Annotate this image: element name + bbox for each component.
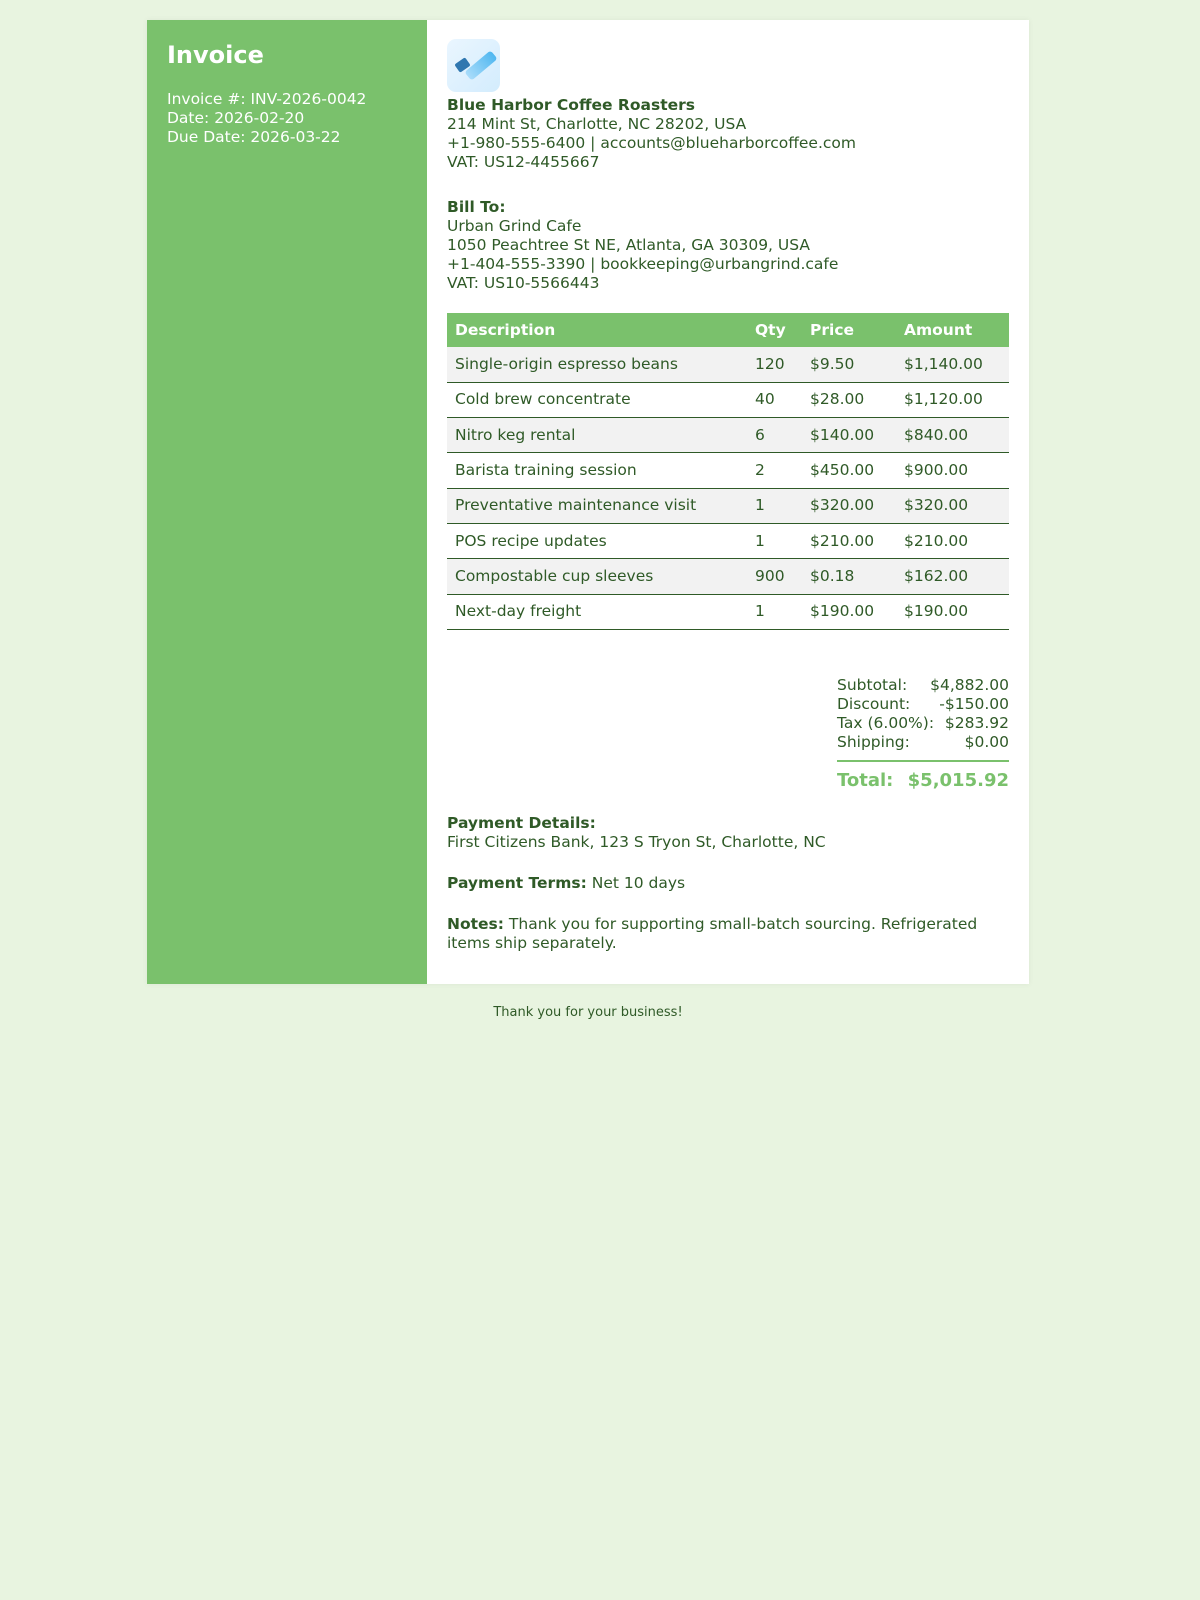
invoice-body [427, 20, 1029, 984]
cell-amount: $1,120.00 [896, 382, 1009, 417]
cell-description: Preventative maintenance visit [447, 488, 747, 523]
invoice-date: Date: 2026-02-20 [167, 109, 305, 127]
totals-divider [837, 760, 1009, 762]
cell-amount: $1,140.00 [896, 347, 1009, 382]
header-description: Description [447, 313, 747, 347]
header-amount: Amount [896, 313, 1009, 347]
notes [447, 915, 1009, 953]
invoice-number: Invoice #: INV-2026-0042 [167, 90, 367, 108]
invoice [147, 20, 1029, 984]
seller-contact: +1-980-555-6400 | accounts@blueharborcoffee.com [447, 134, 856, 152]
cell-price: $450.00 [802, 453, 896, 488]
cell-qty: 120 [747, 347, 802, 382]
cell-description: Barista training session [447, 453, 747, 488]
table-row [447, 559, 1009, 594]
cell-amount: $900.00 [896, 453, 1009, 488]
totals [837, 676, 1009, 792]
cell-price: $190.00 [802, 594, 896, 629]
cell-description: Single-origin espresso beans [447, 347, 747, 382]
header-qty: Qty [747, 313, 802, 347]
header-price: Price [802, 313, 896, 347]
table-row [447, 347, 1009, 382]
cell-description: Cold brew concentrate [447, 382, 747, 417]
discount-value: -$150.00 [939, 694, 1009, 713]
client-address: 1050 Peachtree St NE, Atlanta, GA 30309, USA [447, 236, 810, 254]
logo-check-icon [447, 39, 500, 92]
shipping-label: Shipping: [837, 732, 910, 751]
payment-label: Payment Details: [447, 813, 596, 832]
cell-description: Next-day freight [447, 594, 747, 629]
terms-text: Net 10 days [591, 873, 686, 892]
cell-price: $28.00 [802, 382, 896, 417]
cell-amount: $210.00 [896, 523, 1009, 558]
bill-to-label: Bill To: [447, 198, 506, 216]
terms-label: Payment Terms: [447, 873, 587, 892]
seller-vat: VAT: US12-4455667 [447, 153, 600, 171]
subtotal-value: $4,882.00 [930, 675, 1009, 694]
seller-name: Blue Harbor Coffee Roasters [447, 96, 695, 114]
tax-value: $283.92 [944, 713, 1009, 732]
cell-qty: 1 [747, 488, 802, 523]
sidebar [147, 20, 427, 984]
payment-terms [447, 874, 1009, 893]
cell-qty: 40 [747, 382, 802, 417]
due-date: Due Date: 2026-03-22 [167, 128, 341, 146]
line-items-table [447, 313, 1009, 630]
cell-qty: 2 [747, 453, 802, 488]
invoice-title: Invoice [167, 41, 264, 69]
seller-address: 214 Mint St, Charlotte, NC 28202, USA [447, 115, 747, 133]
cell-qty: 1 [747, 594, 802, 629]
cell-qty: 1 [747, 523, 802, 558]
table-row [447, 418, 1009, 453]
cell-price: $9.50 [802, 347, 896, 382]
client-contact: +1-404-555-3390 | bookkeeping@urbangrind.cafe [447, 255, 839, 273]
cell-description: Nitro keg rental [447, 418, 747, 453]
subtotal-label: Subtotal: [837, 675, 908, 694]
cell-qty: 6 [747, 418, 802, 453]
cell-amount: $840.00 [896, 418, 1009, 453]
table-row [447, 382, 1009, 417]
cell-amount: $190.00 [896, 594, 1009, 629]
table-row [447, 523, 1009, 558]
footer-text: Thank you for your business! [493, 1005, 683, 1020]
notes-label: Notes: [447, 914, 504, 933]
bill-to [447, 198, 1009, 293]
total-label: Total: [837, 769, 894, 791]
client-name: Urban Grind Cafe [447, 217, 582, 235]
seller-info [447, 96, 1009, 172]
shipping-value: $0.00 [964, 732, 1009, 751]
cell-price: $320.00 [802, 488, 896, 523]
table-row [447, 594, 1009, 629]
payment-details [447, 814, 1009, 852]
table-row [447, 488, 1009, 523]
cell-price: $0.18 [802, 559, 896, 594]
payment-text: First Citizens Bank, 123 S Tryon St, Charlotte, NC [447, 832, 826, 851]
tax-label: Tax (6.00%): [837, 713, 935, 732]
total-value: $5,015.92 [907, 769, 1009, 791]
cell-qty: 900 [747, 559, 802, 594]
cell-amount: $162.00 [896, 559, 1009, 594]
client-vat: VAT: US10-5566443 [447, 274, 600, 292]
cell-price: $140.00 [802, 418, 896, 453]
cell-price: $210.00 [802, 523, 896, 558]
cell-amount: $320.00 [896, 488, 1009, 523]
cell-description: Compostable cup sleeves [447, 559, 747, 594]
cell-description: POS recipe updates [447, 523, 747, 558]
discount-label: Discount: [837, 694, 911, 713]
notes-text: Thank you for supporting small-batch sourcing. Refrigerated items ship separately. [447, 914, 978, 952]
table-row [447, 453, 1009, 488]
